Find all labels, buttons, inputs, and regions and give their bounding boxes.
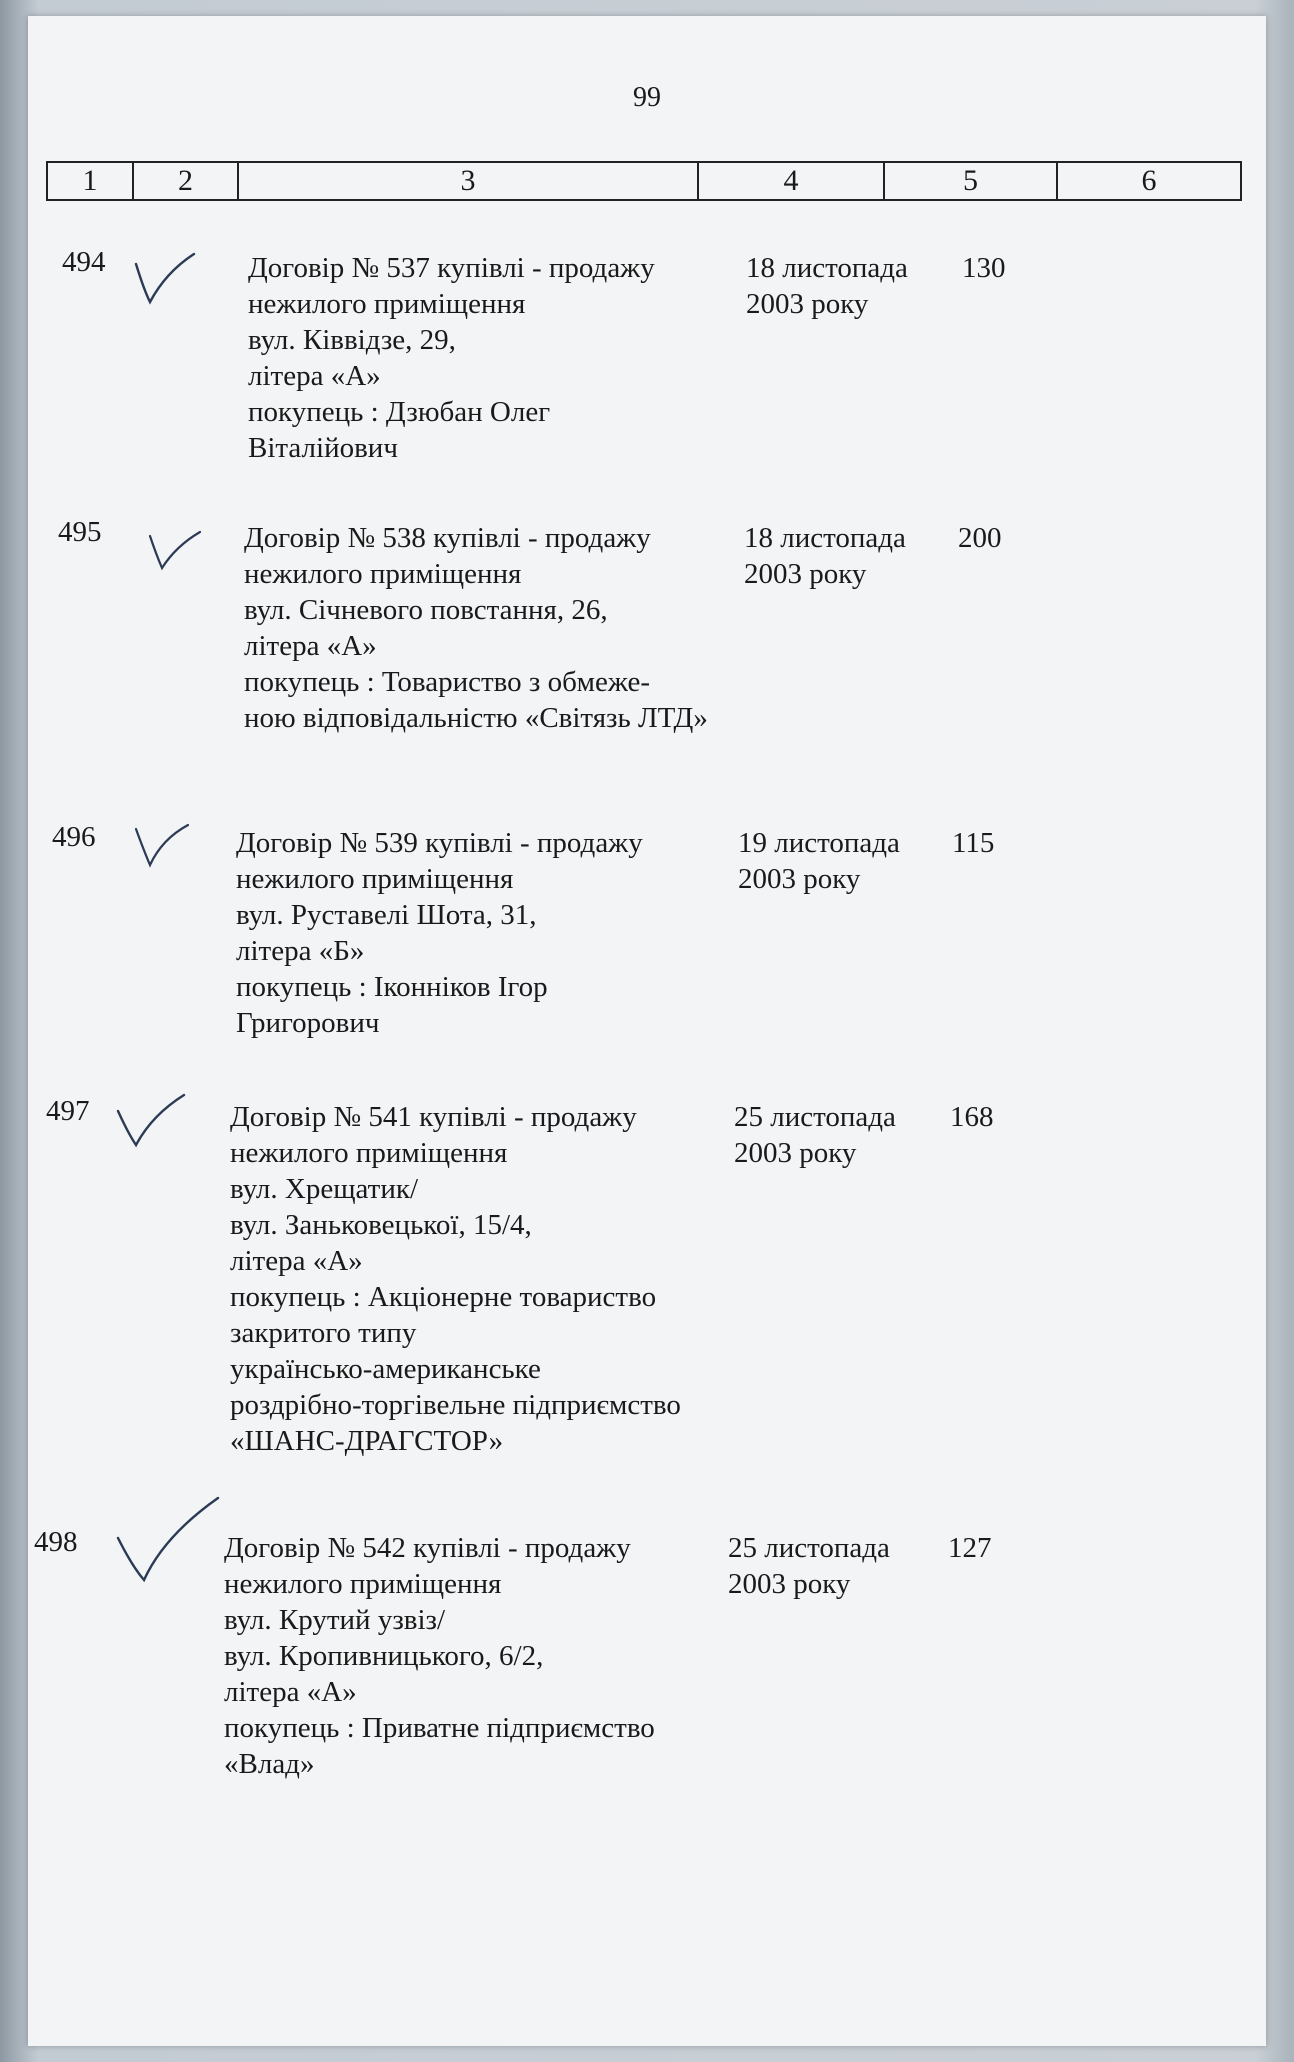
entry-amount: 115 xyxy=(952,827,995,859)
entry-amount: 168 xyxy=(950,1101,994,1133)
checkmark-icon xyxy=(130,250,200,310)
entry-number: 494 xyxy=(62,246,106,278)
entry-number: 497 xyxy=(46,1095,90,1127)
column-header-4: 4 xyxy=(698,162,884,200)
checkmark-icon xyxy=(146,528,206,574)
entry-date: 18 листопада 2003 року xyxy=(746,252,908,320)
entry-amount: 130 xyxy=(962,252,1006,284)
column-header-table xyxy=(46,161,1242,201)
entry-date: 25 листопада 2003 року xyxy=(734,1101,896,1169)
entry-date: 25 листопада 2003 року xyxy=(728,1532,890,1600)
checkmark-icon xyxy=(114,1093,190,1151)
column-header-2: 2 xyxy=(133,162,238,200)
entry-date: 18 листопада 2003 року xyxy=(744,522,906,590)
entry-description: Договір № 537 купівлі - продажу нежилого приміщення вул. Ківвідзе, 29, літера «А» покупець : Дзюбан Олег Віталійович xyxy=(248,252,655,464)
entry-amount: 200 xyxy=(958,522,1002,554)
entry-description: Договір № 542 купівлі - продажу нежилого приміщення вул. Крутий узвіз/ вул. Кропивницького, 6/2, літера «А» покупець : Приватне підприємство «Влад» xyxy=(224,1532,655,1780)
entry-description: Договір № 539 купівлі - продажу нежилого приміщення вул. Руставелі Шота, 31, літера «Б» покупець : Іконніков Ігор Григорович xyxy=(236,827,643,1039)
column-header-6: 6 xyxy=(1057,162,1241,200)
entry-number: 495 xyxy=(58,516,102,548)
entry-date: 19 листопада 2003 року xyxy=(738,827,900,895)
checkmark-icon xyxy=(114,1496,224,1588)
entry-amount: 127 xyxy=(948,1532,992,1564)
checkmark-icon xyxy=(132,821,194,871)
column-header-5: 5 xyxy=(884,162,1057,200)
entry-number: 496 xyxy=(52,821,96,853)
entry-description: Договір № 541 купівлі - продажу нежилого приміщення вул. Хрещатик/ вул. Заньковецької, 15/4, літера «А» покупець : Акціонерне товариство закритого типу українсько-американське роздрібно-торгівельне підприємство «ШАНС-ДРАГСТОР» xyxy=(230,1101,681,1457)
entry-number: 498 xyxy=(34,1526,78,1558)
document-page xyxy=(28,16,1266,2046)
column-header-1: 1 xyxy=(82,164,98,197)
entry-description: Договір № 538 купівлі - продажу нежилого приміщення вул. Січневого повстання, 26, літера «А» покупець : Товариство з обмеже- ною відповідальністю «Світязь ЛТД» xyxy=(244,522,708,734)
column-header-3: 3 xyxy=(238,162,698,200)
page-number: 99 xyxy=(633,82,661,113)
